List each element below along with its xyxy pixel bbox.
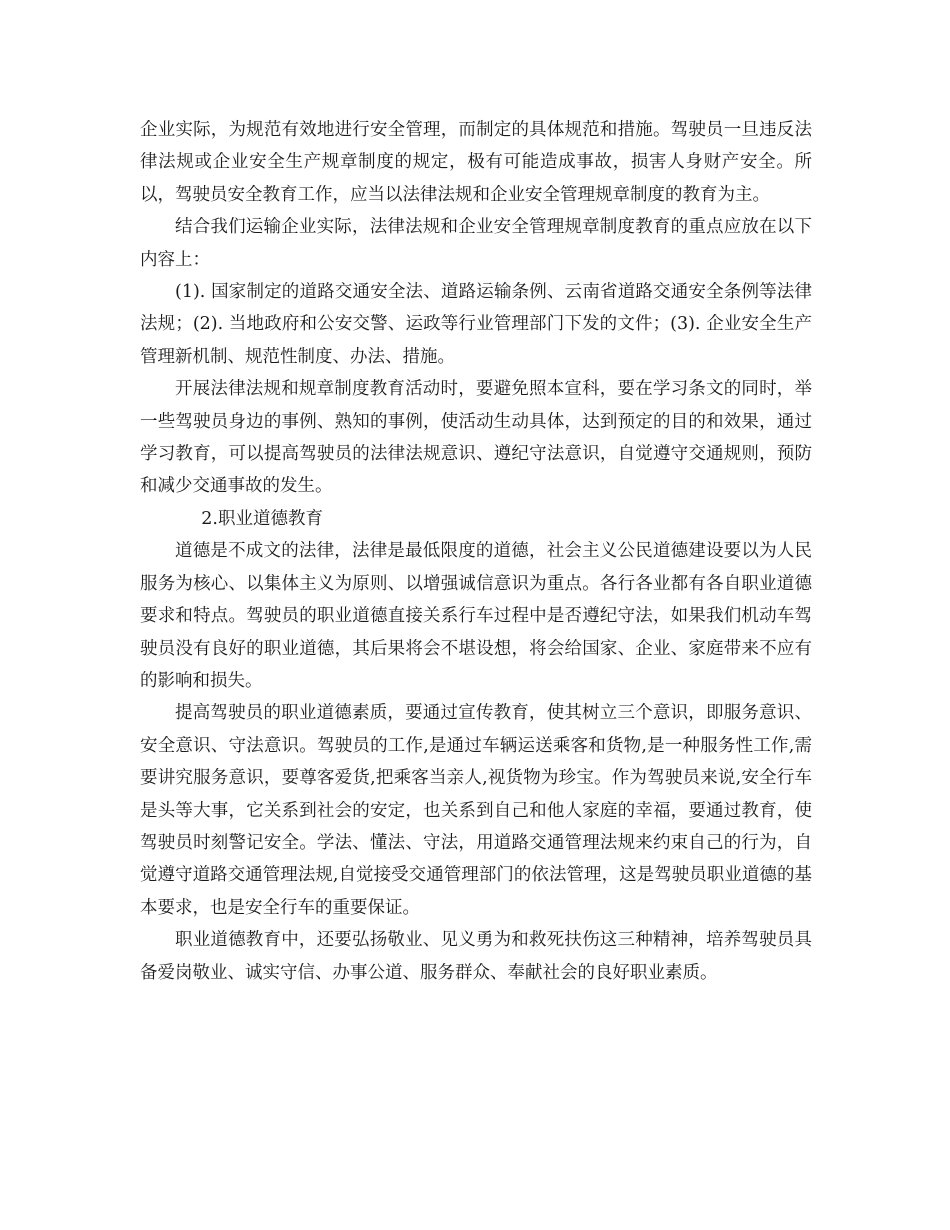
paragraph-law-list: (1). 国家制定的道路交通安全法、道路运输条例、云南省道路交通安全条例等法律法规；(2). 当地政府和公安交警、运政等行业管理部门下发的文件；(3). 企业安全生产管理新机制、规范性制度、办法、措施。 — [140, 282, 812, 367]
section-heading-professional-ethics: 2.职业道德教育 — [201, 508, 323, 529]
paragraph-three-spirits: 职业道德教育中，还要弘扬敬业、见义勇为和救死扶伤这三种精神，培养驾驶员具备爱岗敬业、诚实守信、办事公道、服务群众、奉献社会的良好职业素质。 — [140, 930, 812, 983]
document-body — [140, 114, 812, 989]
paragraph-education-focus: 结合我们运输企业实际，法律法规和企业安全管理规章制度教育的重点应放在以下内容上： — [140, 217, 812, 270]
paragraph-three-awareness: 提高驾驶员的职业道德素质，要通过宣传教育，使其树立三个意识，即服务意识、安全意识、守法意识。驾驶员的工作,是通过车辆运送乘客和货物,是一种服务性工作,需要讲究服务意识，要尊客爱货,把乘客当亲人,视货物为珍宝。作为驾驶员来说,安全行车是头等大事，它关系到社会的安定，也关系到自己和他人家庭的幸福，要通过教育，使驾驶员时刻警记安全。学法、懂法、守法，用道路交通管理法规来约束自己的行为，自觉遵守道路交通管理法规,自觉接受交通管理部门的依法管理，这是驾驶员职业道德的基本要求，也是安全行车的重要保证。 — [140, 703, 812, 918]
paragraph-education-activities: 开展法律法规和规章制度教育活动时，要避免照本宣科，要在学习条文的同时，举一些驾驶员身边的事例、熟知的事例，使活动生动具体，达到预定的目的和效果，通过学习教育，可以提高驾驶员的法律法规意识、遵纪守法意识，自觉遵守交通规则，预防和减少交通事故的发生。 — [140, 379, 812, 497]
paragraph-safety-management-continuation: 企业实际，为规范有效地进行安全管理，而制定的具体规范和措施。驾驶员一旦违反法律法规或企业安全生产规章制度的规定，极有可能造成事故，损害人身财产安全。所以，驾驶员安全教育工作，应当以法律法规和企业安全管理规章制度的教育为主。 — [140, 120, 812, 205]
paragraph-morality: 道德是不成文的法律，法律是最低限度的道德，社会主义公民道德建设要以为人民服务为核心、以集体主义为原则、以增强诚信意识为重点。各行各业都有各自职业道德要求和特点。驾驶员的职业道德直接关系行车过程中是否遵纪守法，如果我们机动车驾驶员没有良好的职业道德，其后果将会不堪设想，将会给国家、企业、家庭带来不应有的影响和损失。 — [140, 541, 812, 691]
